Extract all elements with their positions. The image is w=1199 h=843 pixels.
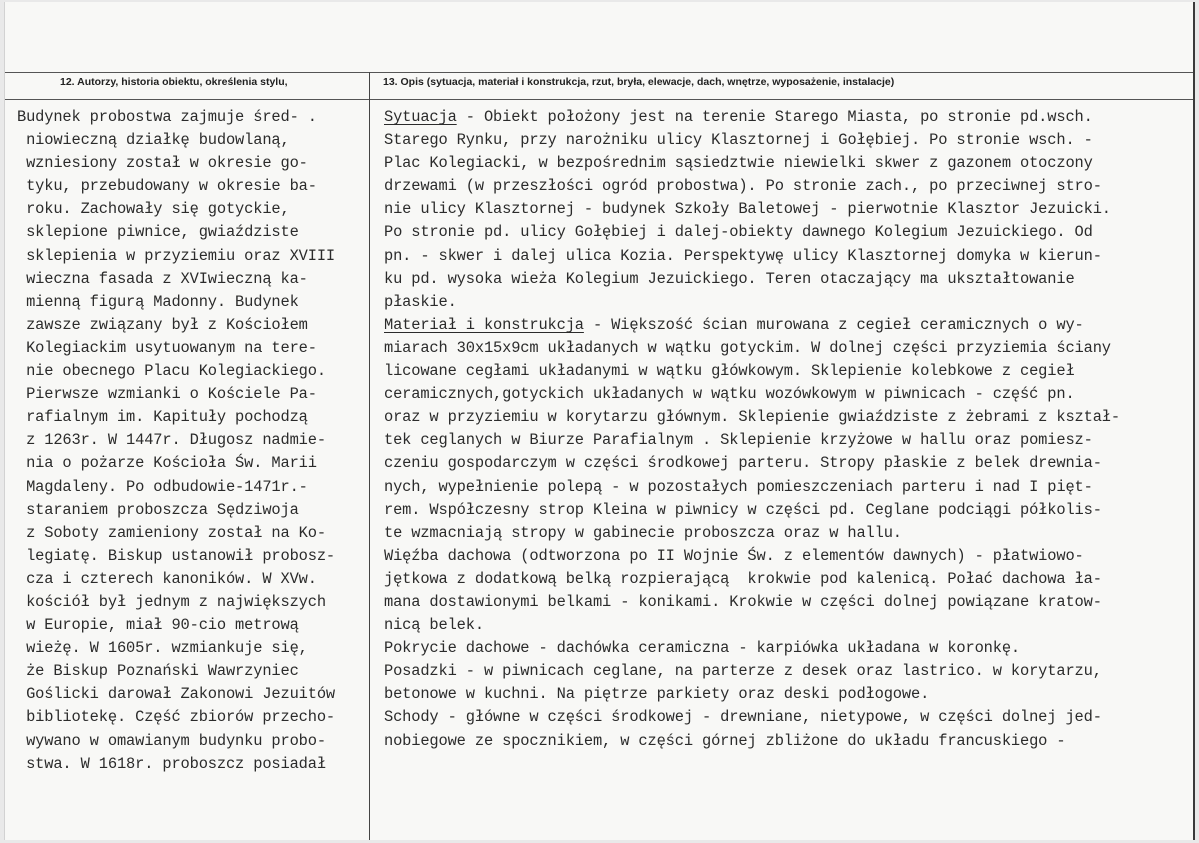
text-line: Pierwsze wzmianki o Kościele Pa- (17, 385, 317, 404)
text-line: w Europie, miał 90-cio metrową (17, 616, 299, 635)
text-line (384, 314, 1195, 337)
text-line: z 1263r. W 1447r. Długosz nadmie- (17, 431, 326, 450)
text-segment: nicą belek. (384, 616, 484, 635)
text-line: wywano w omawianym budynku probo- (17, 731, 326, 750)
text-segment: betonowe w kuchni. Na piętrze parkiety oraz deski podłogowe. (384, 685, 930, 704)
document-page (4, 2, 1195, 840)
text-segment: Pokrycie dachowe - dachówka ceramiczna - karpiówka układana w koronkę. (384, 639, 1021, 658)
text-segment: ku pd. wysoka wieża Kolegium Jezuickiego. Teren otaczający ma ukształtowanie (384, 269, 1075, 288)
section-heading: Materiał i konstrukcja (384, 315, 584, 334)
text-line: Budynek probostwa zajmuje śred- . (17, 108, 317, 126)
text-segment: licowane cegłami układanymi w wątku główkowym. Sklepienie kolebkowe z cegieł (384, 362, 1075, 381)
text-segment: drzewami (w przeszłości ogród probostwa). Po stronie zach., po przeciwnej stro- (384, 177, 1102, 196)
text-line (384, 706, 1195, 729)
text-line: niowieczną działkę budowlaną, (17, 131, 290, 150)
text-line: wieczna fasada z XVIwieczną ka- (17, 269, 308, 288)
text-line (384, 660, 1195, 683)
text-segment: nie ulicy Klasztornej - budynek Szkoły Baletowej - pierwotnie Klasztor Jezuicki. (384, 200, 1111, 219)
text-line (384, 476, 1195, 499)
text-line (384, 175, 1195, 198)
text-segment: - Większość ścian murowana z cegieł ceramicznych o wy- (583, 315, 1084, 334)
text-line: cza i czterech kanoników. W XVw. (17, 569, 317, 588)
text-segment: ceramicznych,gotyckich układanych w wątku wozówkowym w piwnicach - część pn. (384, 385, 1075, 404)
text-line (384, 429, 1195, 452)
text-segment: Schody - główne w części środkowej - drewniane, nietypowe, w części dolnej jed- (384, 708, 1102, 727)
text-line (384, 614, 1195, 637)
text-line: sklepione piwnice, gwiaździste (17, 223, 299, 242)
text-line: staraniem proboszcza Sędziwoja (17, 500, 299, 519)
text-line: mienną figurą Madonny. Budynek (17, 292, 299, 311)
right-column-header: 13. Opis (sytuacja, materiał i konstrukcja, rzut, bryła, elewacje, dach, wnętrze, wyposażenie, instalacje) (383, 76, 895, 88)
text-line (384, 522, 1195, 545)
text-segment: - Obiekt położony jest na terenie Starego Miasta, po stronie pd.wsch. (456, 108, 1093, 126)
text-line (384, 268, 1195, 291)
text-line: stwa. W 1618r. proboszcz posiadał (17, 754, 326, 773)
text-line (384, 637, 1195, 660)
text-line (384, 291, 1195, 314)
text-line: kościół był jednym z największych (17, 592, 326, 611)
text-line: wieżę. W 1605r. wzmiankuje się, (17, 639, 308, 658)
text-segment: te wzmacniają stropy w gabinecie proboszcza oraz w hallu. (384, 523, 902, 542)
text-line: Goślicki darował Zakonowi Jezuitów (17, 685, 336, 704)
text-line (384, 337, 1195, 360)
text-segment: rem. Współczesny strop Kleina w piwnicy w części pd. Ceglane podciągi półkolis- (384, 500, 1102, 519)
text-segment: płaskie. (384, 292, 457, 311)
text-line: sklepienia w przyziemiu oraz XVIII (17, 246, 336, 265)
text-line: legiatę. Biskup ustanowił probosz- (17, 546, 336, 565)
text-segment: pn. - skwer i dalej ulica Kozia. Perspektywę ulicy Klasztornej domyka w kierun- (384, 246, 1102, 265)
top-rule (5, 72, 1193, 73)
text-line: Magdaleny. Po odbudowie-1471r.- (17, 477, 308, 496)
text-line (384, 499, 1195, 522)
text-segment: Starego Rynku, przy narożniku ulicy Klasztornej i Gołębiej. Po stronie wsch. - (384, 131, 1093, 150)
text-segment: nych, wypełnienie polepą - w pozostałych pomieszczeniach parteru i nad I pięt- (384, 477, 1093, 496)
text-line (384, 383, 1195, 406)
left-column-text (17, 106, 367, 776)
text-line (384, 452, 1195, 475)
text-line: roku. Zachowały się gotyckie, (17, 200, 290, 219)
text-line: nie obecnego Placu Kolegiackiego. (17, 362, 326, 381)
column-divider (369, 72, 370, 840)
text-line (384, 568, 1195, 591)
text-segment: Więźba dachowa (odtworzona po II Wojnie Św. z elementów dawnych) - płatwiowo- (384, 546, 1084, 565)
text-line (384, 406, 1195, 429)
text-segment: mana dostawionymi belkami - konikami. Krokwie w części dolnej powiązane kratow- (384, 592, 1102, 611)
text-line: że Biskup Poznański Wawrzyniec (17, 662, 299, 681)
header-rule (5, 99, 1193, 100)
text-segment: Po stronie pd. ulicy Gołębiej i dalej-obiekty dawnego Kolegium Jezuickiego. Od (384, 223, 1093, 242)
text-segment: miarach 30x15x9cm układanych w wątku gotyckim. W dolnej części przyziemia ściany (384, 338, 1111, 357)
text-line (384, 129, 1195, 152)
text-line: wzniesiony został w okresie go- (17, 154, 308, 173)
left-column-header: 12. Autorzy, historia obiektu, określenia stylu, (60, 76, 288, 88)
text-segment: jętkowa z dodatkową belką rozpierającą krokwie pod kalenicą. Połać dachowa ła- (384, 569, 1102, 588)
text-segment: czeniu gospodarczym w części środkowej parteru. Stropy płaskie z belek drewnia- (384, 454, 1102, 473)
text-line (384, 245, 1195, 268)
text-line (384, 106, 1195, 129)
text-line (384, 221, 1195, 244)
text-line (384, 730, 1195, 753)
text-segment: tek ceglanych w Biurze Parafialnym . Sklepienie krzyżowe w hallu oraz pomiesz- (384, 431, 1093, 450)
text-line (384, 152, 1195, 175)
text-segment: Plac Kolegiacki, w bezpośrednim sąsiedztwie niewielki skwer z gazonem otoczony (384, 154, 1093, 173)
text-line: tyku, przebudowany w okresie ba- (17, 177, 317, 196)
text-segment: nobiegowe ze spocznikiem, w części górnej zbliżone do układu francuskiego - (384, 731, 1066, 750)
right-column-text (384, 106, 1195, 753)
section-heading: Sytuacja (384, 108, 457, 126)
text-line (384, 545, 1195, 568)
text-line (384, 683, 1195, 706)
text-line (384, 591, 1195, 614)
text-line: nia o pożarze Kościoła Św. Marii (17, 454, 317, 473)
text-line: rafialnym im. Kapituły pochodzą (17, 408, 308, 427)
text-line (384, 360, 1195, 383)
text-line: zawsze związany był z Kościołem (17, 315, 308, 334)
text-line: bibliotekę. Część zbiorów przecho- (17, 708, 336, 727)
text-segment: Posadzki - w piwnicach ceglane, na parterze z desek oraz lastrico. w korytarzu, (384, 662, 1102, 681)
text-segment: oraz w przyziemiu w korytarzu głównym. Sklepienie gwiaździste z żebrami z kształ- (384, 408, 1120, 427)
text-line: z Soboty zamieniony został na Ko- (17, 523, 326, 542)
text-line: Kolegiackim usytuowanym na tere- (17, 338, 317, 357)
text-line (384, 198, 1195, 221)
